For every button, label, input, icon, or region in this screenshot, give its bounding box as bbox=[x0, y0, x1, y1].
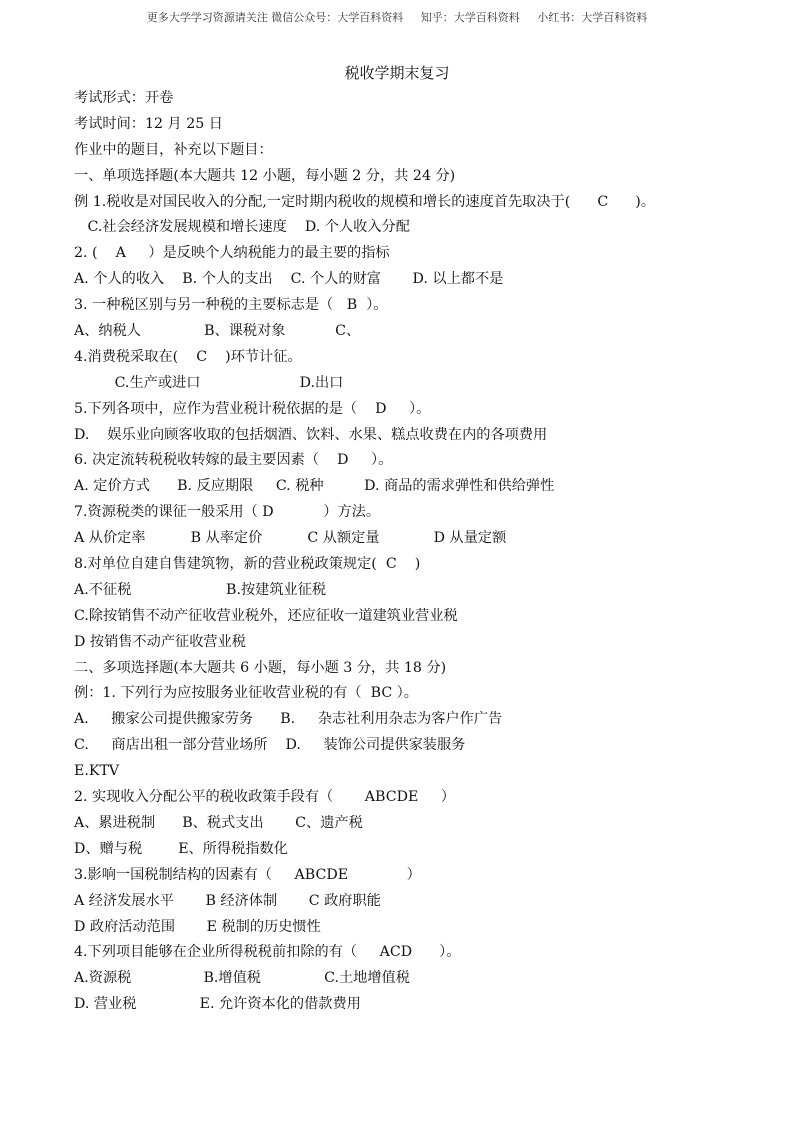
question-line: 2. ( A ）是反映个人纳税能力的最主要的指标 bbox=[74, 245, 390, 262]
question-line: 4.下列项目能够在企业所得税税前扣除的有（ ACD ）。 bbox=[74, 944, 461, 961]
question-line: 3.影响一国税制结构的因素有（ ABCDE ） bbox=[74, 866, 421, 883]
question-line: 3. 一种税区别与另一种税的主要标志是（ B ）。 bbox=[74, 297, 388, 314]
exam-format-line: 考试形式：开卷 bbox=[74, 90, 174, 106]
question-line: 7.资源税类的课征一般采用（ D ）方法。 bbox=[74, 504, 381, 521]
question-line: 4.消费税采取在( C )环节计征。 bbox=[74, 348, 302, 365]
option-line: C.社会经济发展规模和增长速度 D. 个人收入分配 bbox=[74, 219, 410, 236]
option-line: A、纳税人 B、课税对象 C、 bbox=[74, 323, 361, 340]
option-line: C.生产或进口 D.出口 bbox=[74, 374, 344, 391]
section-heading-multiple-choice: 二、多项选择题(本大题共 6 小题，每小题 3 分，共 18 分) bbox=[74, 659, 447, 676]
option-line: A. 搬家公司提供搬家劳务 B. 杂志社利用杂志为客户作广告 bbox=[74, 711, 503, 728]
page-header-banner: 更多大学学习资源请关注 微信公众号：大学百科资料 知乎：大学百科资料 小红书：大学百科资料 bbox=[146, 11, 648, 24]
question-line: 6. 决定流转税税收转嫁的最主要因素（ D ）。 bbox=[74, 452, 393, 469]
exam-time-line: 考试时间：12 月 25 日 bbox=[74, 115, 223, 132]
option-line: A.资源税 B.增值税 C.土地增值税 bbox=[74, 970, 410, 987]
option-line: D、赠与税 E、所得税指数化 bbox=[74, 840, 288, 857]
option-line: A. 定价方式 B. 反应期限 C. 税种 D. 商品的需求弹性和供给弹性 bbox=[74, 478, 555, 495]
option-line: A 经济发展水平 B 经济体制 C 政府职能 bbox=[74, 892, 381, 909]
option-line: A、累进税制 B、税式支出 C、遗产税 bbox=[74, 814, 363, 831]
document-title: 税收学期末复习 bbox=[344, 64, 450, 82]
question-line: 2. 实现收入分配公平的税收政策手段有（ ABCDE ） bbox=[74, 789, 456, 806]
option-line: D. 营业税 E. 允许资本化的借款费用 bbox=[74, 996, 361, 1013]
option-line: A 从价定率 B 从率定价 C 从额定量 D 从量定额 bbox=[74, 530, 507, 547]
question-line: 例 1.税收是对国民收入的分配,一定时期内税收的规模和增长的速度首先取决于( C )。 bbox=[74, 193, 655, 210]
section-heading-single-choice: 一、单项选择题(本大题共 12 小题，每小题 2 分，共 24 分) bbox=[74, 167, 456, 184]
question-line: 8.对单位自建自售建筑物，新的营业税政策规定( C ) bbox=[74, 556, 421, 573]
option-line: D 按销售不动产征收营业税 bbox=[74, 633, 246, 650]
option-line: A. 个人的收入 B. 个人的支出 C. 个人的财富 D. 以上都不是 bbox=[74, 271, 504, 288]
document-body bbox=[74, 86, 764, 1018]
option-line: D 政府活动范围 E 税制的历史惯性 bbox=[74, 918, 321, 935]
option-line: C.除按销售不动产征收营业税外，还应征收一道建筑业营业税 bbox=[74, 607, 458, 624]
option-line: C. 商店出租一部分营业场所 D. 装饰公司提供家装服务 bbox=[74, 737, 466, 754]
intro-line: 作业中的题目，补充以下题目： bbox=[74, 141, 273, 158]
option-line: E.KTV bbox=[74, 763, 120, 780]
question-line: 例：1. 下列行为应按服务业征收营业税的有（ BC ）。 bbox=[74, 685, 418, 702]
question-line: 5.下列各项中，应作为营业税计税依据的是（ D ）。 bbox=[74, 400, 431, 417]
option-line: D. 娱乐业向顾客收取的包括烟酒、饮料、水果、糕点收费在内的各项费用 bbox=[74, 426, 548, 443]
option-line: A.不征税 B.按建筑业征税 bbox=[74, 581, 327, 598]
